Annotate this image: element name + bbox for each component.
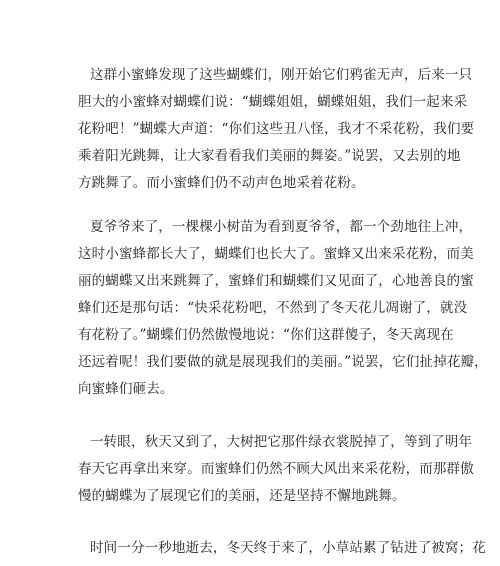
paragraph-4 (78, 535, 486, 562)
text-line: 一转眼，秋天又到了，大树把它那件绿衣裳脱掉了，等到了明年 (90, 434, 473, 450)
text-line: 慢的蝴蝶为了展现它们的美丽，还是坚持不懈地跳舞。 (78, 488, 406, 504)
paragraph-2 (78, 214, 488, 403)
text-line: 时间一分一秒地逝去，冬天终于来了，小草站累了钻进了被窝；花 (90, 540, 486, 556)
text-line: 蜂们还是那句话：“快采花粉吧，不然到了冬天花儿凋谢了，就没 (78, 300, 468, 316)
text-line: 这时小蜜蜂都长大了，蝴蝶们也长大了。蜜蜂又出来采花粉，而美 (78, 246, 474, 262)
text-line: 丽的蝴蝶又出来跳舞了，蜜蜂们和蝴蝶们又见面了，心地善良的蜜 (78, 273, 474, 289)
text-line: 夏爷爷来了，一棵棵小树苗为看到夏爷爷，都一个劲地往上冲， (90, 219, 473, 235)
paragraph-1 (78, 62, 478, 197)
text-line: 胆大的小蜜蜂对蝴蝶们说：“蝴蝶姐姐，蝴蝶姐姐，我们一起来采 (78, 94, 468, 110)
paragraph-3 (78, 429, 478, 510)
text-line: 乘着阳光跳舞，让大家看看我们美丽的舞姿。”说罢，又去别的地 (78, 148, 461, 164)
text-line: 这群小蜜蜂发现了这些蝴蝶们，刚开始它们鸦雀无声，后来一只 (90, 67, 473, 83)
text-line: 有花粉了。”蝴蝶们仍然傲慢地说：“你们这群傻子，冬天离现在 (78, 327, 454, 343)
text-line: 方跳舞了。而小蜜蜂们仍不动声色地采着花粉。 (78, 175, 365, 191)
text-line: 春天它再拿出来穿。而蜜蜂们仍然不顾大风出来采花粉，而那群傲 (78, 461, 474, 477)
text-line: 向蜜蜂们砸去。 (78, 381, 174, 397)
text-line: 还远着呢！我们要做的就是展现我们的美丽。”说罢，它们扯掉花瓣， (78, 354, 488, 370)
text-line: 花粉吧！”蝴蝶大声道：“你们这些丑八怪，我才不采花粉，我们要 (78, 121, 475, 137)
